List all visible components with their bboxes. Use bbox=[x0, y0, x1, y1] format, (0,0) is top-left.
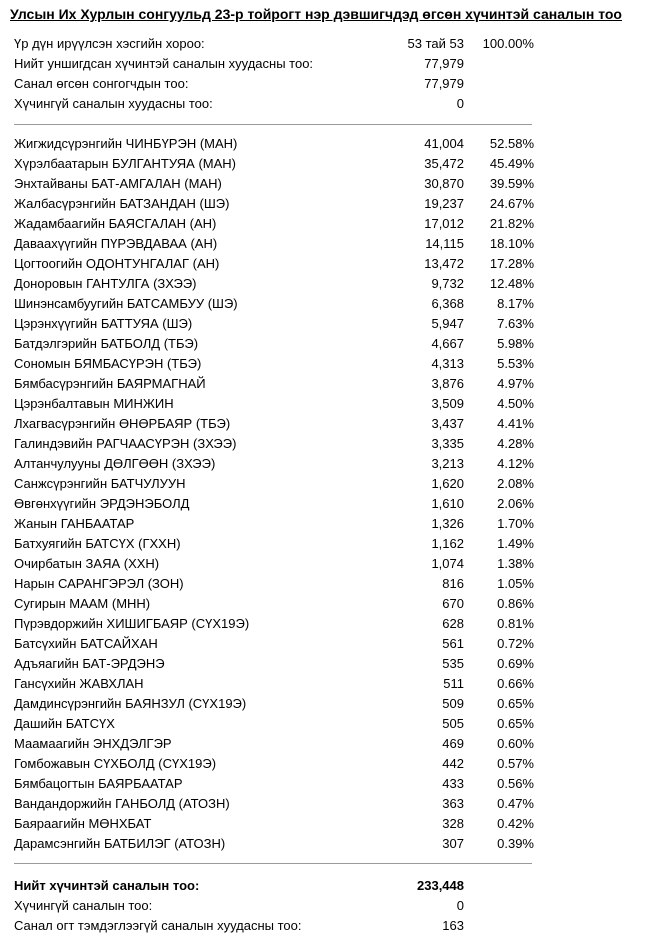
candidate-row-percent: 2.06% bbox=[497, 496, 534, 511]
candidate-row-value: 816 bbox=[442, 576, 464, 591]
candidate-row-value: 3,437 bbox=[431, 416, 464, 431]
candidate-row bbox=[14, 514, 534, 534]
candidate-row-value: 509 bbox=[442, 696, 464, 711]
candidate-row-label: Бямбацогтын БАЯРБААТАР bbox=[14, 776, 183, 791]
candidate-row-percent: 0.56% bbox=[497, 776, 534, 791]
candidate-row-label: Санжсүрэнгийн БАТЧУЛУУН bbox=[14, 476, 186, 491]
candidate-row-label: Хүрэлбаатарын БУЛГАНТУЯА (МАН) bbox=[14, 156, 237, 171]
candidate-row-value: 505 bbox=[442, 716, 464, 731]
candidate-row-value: 30,870 bbox=[424, 176, 464, 191]
candidate-row-percent: 17.28% bbox=[489, 256, 534, 271]
total-row-value: 0 bbox=[456, 898, 464, 913]
candidate-row-percent: 8.17% bbox=[497, 296, 534, 311]
candidate-row bbox=[14, 454, 534, 474]
candidate-row-value: 3,213 bbox=[431, 456, 464, 471]
candidate-row bbox=[14, 274, 534, 294]
candidate-row bbox=[14, 234, 534, 254]
candidate-row-value: 561 bbox=[442, 636, 464, 651]
candidate-row-value: 670 bbox=[442, 596, 464, 611]
candidate-row-percent: 0.69% bbox=[497, 656, 534, 671]
candidate-row-label: Шинэнсамбуугийн БАТСАМБУУ (ШЭ) bbox=[14, 296, 238, 311]
candidate-results-list bbox=[14, 134, 534, 854]
candidate-row-percent: 1.70% bbox=[497, 516, 534, 531]
candidate-row-percent: 4.28% bbox=[497, 436, 534, 451]
candidate-row-label: Сономын БЯМБАСҮРЭН (ТБЭ) bbox=[14, 356, 202, 371]
candidate-row bbox=[14, 594, 534, 614]
candidate-row-label: Бямбасүрэнгийн БАЯРМАГНАЙ bbox=[14, 376, 206, 391]
total-row bbox=[14, 876, 534, 896]
candidate-row bbox=[14, 214, 534, 234]
candidate-row-label: Жанын ГАНБААТАР bbox=[14, 516, 135, 531]
candidate-row bbox=[14, 654, 534, 674]
candidate-row-label: Даваахүүгийн ПҮРЭВДАВАА (АН) bbox=[14, 236, 218, 251]
candidate-row-percent: 0.57% bbox=[497, 756, 534, 771]
candidate-row-percent: 4.97% bbox=[497, 376, 534, 391]
candidate-row-label: Жалбасүрэнгийн БАТЗАНДАН (ШЭ) bbox=[14, 196, 230, 211]
candidate-row-percent: 21.82% bbox=[489, 216, 534, 231]
candidate-row-label: Өвгөнхүүгийн ЭРДЭНЭБОЛД bbox=[14, 496, 190, 511]
candidate-row-value: 3,335 bbox=[431, 436, 464, 451]
candidate-row-label: Очирбатын ЗАЯА (ХХН) bbox=[14, 556, 160, 571]
candidate-row-label: Нарын САРАНГЭРЭЛ (ЗОН) bbox=[14, 576, 184, 591]
page-title: Улсын Их Хурлын сонгуульд 23-р тойрогт нэр дэвшигчдэд өгсөн хүчинтэй саналын тоо bbox=[10, 6, 622, 22]
total-row bbox=[14, 916, 534, 936]
candidate-row bbox=[14, 374, 534, 394]
candidate-row-label: Дарамсэнгийн БАТБИЛЭГ (АТОЗН) bbox=[14, 836, 226, 851]
summary-row-value: 0 bbox=[456, 96, 464, 111]
candidate-row-percent: 0.42% bbox=[497, 816, 534, 831]
candidate-row bbox=[14, 434, 534, 454]
candidate-row bbox=[14, 634, 534, 654]
candidate-row-value: 511 bbox=[443, 676, 464, 691]
candidate-row-percent: 0.60% bbox=[497, 736, 534, 751]
candidate-row-value: 328 bbox=[442, 816, 464, 831]
candidate-row-percent: 0.86% bbox=[497, 596, 534, 611]
total-row-label: Хүчингүй саналын тоо: bbox=[14, 898, 153, 913]
candidate-row-value: 628 bbox=[442, 616, 464, 631]
candidate-row bbox=[14, 614, 534, 634]
candidate-row-label: Дамдинсүрэнгийн БАЯНЗУЛ (СҮХ19Э) bbox=[14, 696, 247, 711]
candidate-row-percent: 2.08% bbox=[497, 476, 534, 491]
summary-row bbox=[14, 34, 534, 54]
candidate-row bbox=[14, 774, 534, 794]
candidate-row-value: 17,012 bbox=[424, 216, 464, 231]
candidate-row bbox=[14, 834, 534, 854]
candidate-row-percent: 1.49% bbox=[497, 536, 534, 551]
summary-row-label: Хүчингүй саналын хуудасны тоо: bbox=[14, 96, 213, 111]
candidate-row-value: 4,313 bbox=[431, 356, 464, 371]
candidate-row bbox=[14, 174, 534, 194]
candidate-row-value: 1,620 bbox=[431, 476, 464, 491]
summary-row-label: Санал өгсөн сонгогчдын тоо: bbox=[14, 76, 189, 91]
candidate-row bbox=[14, 354, 534, 374]
summary-row bbox=[14, 54, 534, 74]
candidate-row-percent: 1.05% bbox=[497, 576, 534, 591]
candidate-row-value: 1,610 bbox=[431, 496, 464, 511]
candidate-row-percent: 4.41% bbox=[497, 416, 534, 431]
candidate-row-percent: 1.38% bbox=[497, 556, 534, 571]
candidate-row-value: 41,004 bbox=[424, 136, 464, 151]
candidate-row-label: Энхтайваны БАТ-АМГАЛАН (МАН) bbox=[14, 176, 222, 191]
total-row-label: Нийт хүчинтэй саналын тоо: bbox=[14, 878, 200, 893]
candidate-row bbox=[14, 754, 534, 774]
candidate-row-percent: 0.81% bbox=[497, 616, 534, 631]
candidate-row-percent: 7.63% bbox=[497, 316, 534, 331]
candidate-row bbox=[14, 494, 534, 514]
candidate-row-percent: 18.10% bbox=[489, 236, 534, 251]
candidate-row-value: 3,509 bbox=[431, 396, 464, 411]
candidate-row bbox=[14, 334, 534, 354]
candidate-row bbox=[14, 254, 534, 274]
candidate-row-label: Цэрэнбалтавын МИНЖИН bbox=[14, 396, 174, 411]
candidate-row bbox=[14, 134, 534, 154]
candidate-row bbox=[14, 694, 534, 714]
candidate-row-label: Гансүхийн ЖАВХЛАН bbox=[14, 676, 144, 691]
candidate-row-percent: 12.48% bbox=[489, 276, 534, 291]
candidate-row bbox=[14, 734, 534, 754]
candidate-row bbox=[14, 554, 534, 574]
candidate-row-percent: 39.59% bbox=[489, 176, 534, 191]
candidate-row bbox=[14, 294, 534, 314]
candidate-row-value: 1,162 bbox=[431, 536, 464, 551]
candidate-row-value: 307 bbox=[442, 836, 464, 851]
candidate-row bbox=[14, 534, 534, 554]
candidate-row-label: Доноровын ГАНТУЛГА (ЗХЭЭ) bbox=[14, 276, 197, 291]
candidate-row-label: Гомбожавын СҮХБОЛД (СҮХ19Э) bbox=[14, 756, 217, 771]
candidate-row-label: Лхагвасүрэнгийн ӨНӨРБАЯР (ТБЭ) bbox=[14, 416, 231, 431]
summary-row-label: Үр дүн ирүүлсэн хэсгийн хороо: bbox=[14, 36, 205, 51]
candidate-row-value: 1,326 bbox=[431, 516, 464, 531]
candidate-row-value: 14,115 bbox=[425, 236, 464, 251]
candidate-row-label: Адъяагийн БАТ-ЭРДЭНЭ bbox=[14, 656, 165, 671]
candidate-row-value: 9,732 bbox=[431, 276, 464, 291]
candidate-row-label: Маамаагийн ЭНХДЭЛГЭР bbox=[14, 736, 172, 751]
summary-row-value: 77,979 bbox=[424, 56, 464, 71]
candidate-row bbox=[14, 414, 534, 434]
candidate-row-percent: 0.65% bbox=[497, 716, 534, 731]
candidate-row-label: Батсүхийн БАТСАЙХАН bbox=[14, 636, 158, 651]
candidate-row-value: 4,667 bbox=[431, 336, 464, 351]
candidate-row-percent: 5.98% bbox=[497, 336, 534, 351]
candidate-row-label: Вандандоржийн ГАНБОЛД (АТОЗН) bbox=[14, 796, 230, 811]
candidate-row-label: Жигжидсүрэнгийн ЧИНБҮРЭН (МАН) bbox=[14, 136, 238, 151]
divider-bottom bbox=[14, 863, 532, 864]
summary-row-value: 77,979 bbox=[424, 76, 464, 91]
candidate-row bbox=[14, 714, 534, 734]
candidate-row-value: 1,074 bbox=[431, 556, 464, 571]
candidate-row-percent: 0.65% bbox=[497, 696, 534, 711]
candidate-row bbox=[14, 574, 534, 594]
candidate-row-percent: 0.39% bbox=[497, 836, 534, 851]
candidate-row-percent: 45.49% bbox=[489, 156, 534, 171]
totals-section bbox=[14, 876, 534, 936]
candidate-row-value: 535 bbox=[442, 656, 464, 671]
candidate-row-label: Жадамбаагийн БАЯСГАЛАН (АН) bbox=[14, 216, 217, 231]
summary-row-label: Нийт уншигдсан хүчинтэй саналын хуудасны тоо: bbox=[14, 56, 314, 71]
candidate-row-label: Дашийн БАТСҮХ bbox=[14, 716, 115, 731]
summary-row bbox=[14, 74, 534, 94]
candidate-row-value: 6,368 bbox=[431, 296, 464, 311]
total-row-value: 233,448 bbox=[417, 878, 464, 893]
candidate-row-percent: 0.47% bbox=[497, 796, 534, 811]
total-row-value: 163 bbox=[442, 918, 464, 933]
candidate-row-value: 13,472 bbox=[424, 256, 464, 271]
candidate-row-percent: 5.53% bbox=[497, 356, 534, 371]
candidate-row bbox=[14, 474, 534, 494]
candidate-row bbox=[14, 814, 534, 834]
candidate-row-label: Алтанчулууны ДӨЛГӨӨН (ЗХЭЭ) bbox=[14, 456, 216, 471]
candidate-row bbox=[14, 674, 534, 694]
summary-row-percent: 100.00% bbox=[482, 36, 534, 51]
candidate-row-value: 5,947 bbox=[431, 316, 464, 331]
candidate-row bbox=[14, 154, 534, 174]
candidate-row-label: Цэрэнхүүгийн БАТТУЯА (ШЭ) bbox=[14, 316, 193, 331]
total-row-label: Санал огт тэмдэглээгүй саналын хуудасны тоо: bbox=[14, 918, 302, 933]
candidate-row-percent: 0.72% bbox=[497, 636, 534, 651]
candidate-row-label: Цогтоогийн ОДОНТУНГАЛАГ (АН) bbox=[14, 256, 220, 271]
candidate-row-value: 433 bbox=[442, 776, 464, 791]
candidate-row-value: 442 bbox=[442, 756, 464, 771]
candidate-row-value: 19,237 bbox=[424, 196, 464, 211]
candidate-row-label: Батдэлгэрийн БАТБОЛД (ТБЭ) bbox=[14, 336, 199, 351]
candidate-row-label: Пүрэвдоржийн ХИШИГБАЯР (СҮХ19Э) bbox=[14, 616, 250, 631]
candidate-row-percent: 24.67% bbox=[489, 196, 534, 211]
candidate-row-percent: 0.66% bbox=[497, 676, 534, 691]
candidate-row-value: 469 bbox=[442, 736, 464, 751]
summary-section bbox=[14, 34, 534, 114]
candidate-row-percent: 4.50% bbox=[497, 396, 534, 411]
candidate-row-value: 35,472 bbox=[424, 156, 464, 171]
candidate-row bbox=[14, 194, 534, 214]
candidate-row-label: Галиндэвийн РАГЧААСҮРЭН (ЗХЭЭ) bbox=[14, 436, 237, 451]
divider-top bbox=[14, 124, 532, 125]
candidate-row-percent: 4.12% bbox=[497, 456, 534, 471]
summary-row-value: 53 тай 53 bbox=[407, 36, 464, 51]
candidate-row bbox=[14, 314, 534, 334]
candidate-row-percent: 52.58% bbox=[489, 136, 534, 151]
candidate-row bbox=[14, 394, 534, 414]
candidate-row-label: Батхуягийн БАТСҮХ (ГХХН) bbox=[14, 536, 181, 551]
summary-row bbox=[14, 94, 534, 114]
candidate-row-label: Баяраагийн МӨНХБАТ bbox=[14, 816, 152, 831]
total-row bbox=[14, 896, 534, 916]
candidate-row-value: 3,876 bbox=[431, 376, 464, 391]
candidate-row bbox=[14, 794, 534, 814]
candidate-row-label: Сугирын МААМ (МНН) bbox=[14, 596, 151, 611]
candidate-row-value: 363 bbox=[442, 796, 464, 811]
